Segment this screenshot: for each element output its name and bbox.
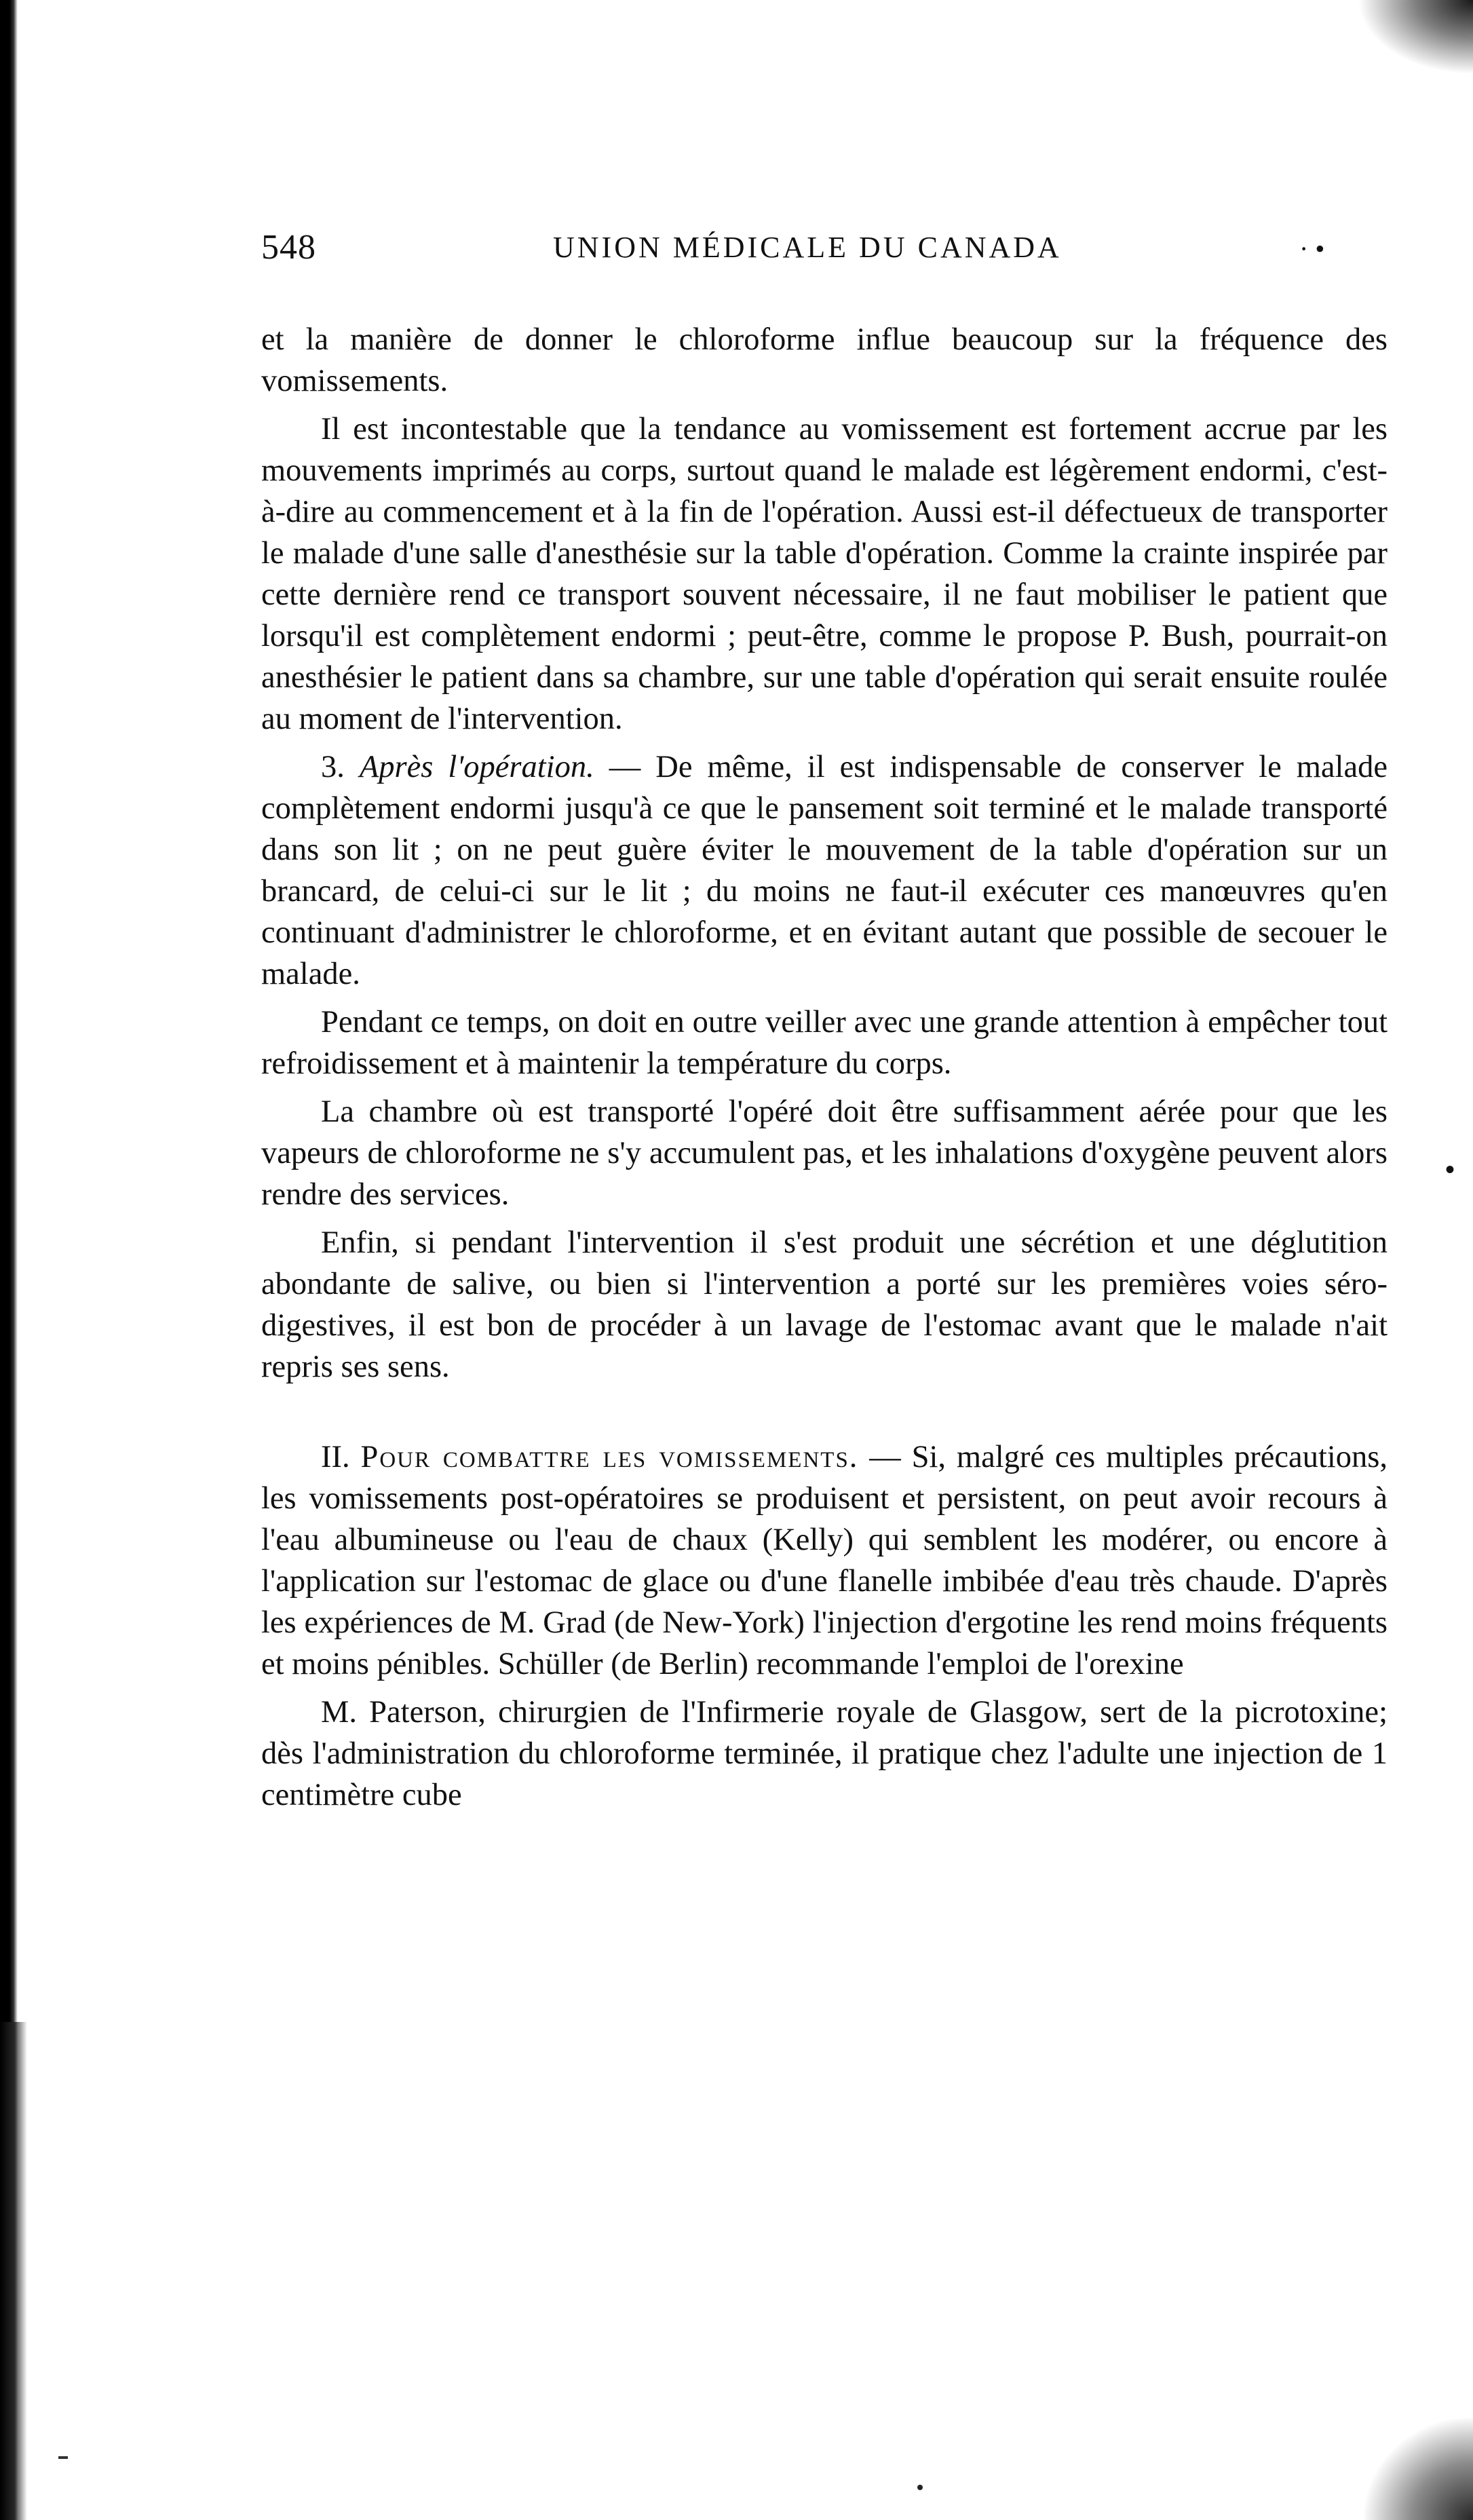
- page-header: [261, 227, 1408, 282]
- section-number: II.: [321, 1440, 350, 1474]
- paragraph-temperature: Pendant ce temps, on doit en outre veiller avec une grande attention à empêcher tout refroidissement et à maintenir la température du corps.: [261, 1005, 1388, 1081]
- paragraph-combat-vomiting: [261, 1436, 1388, 1685]
- scan-corner-smudge-bottom-right: [1364, 2418, 1473, 2520]
- header-stray-marks: · •: [1299, 233, 1325, 264]
- section-heading: Après l'opération.: [359, 750, 594, 784]
- scan-binding-edge-bottom: [0, 2022, 27, 2520]
- section-number: 3.: [321, 750, 345, 784]
- left-margin-tick: [58, 2456, 68, 2459]
- scan-corner-smudge-top-right: [1358, 0, 1473, 75]
- bottom-stray-dot: [917, 2485, 923, 2490]
- paragraph-stomach-lavage: Enfin, si pendant l'intervention il s'est produit une sécrétion et une déglutition abondante de salive, ou bien si l'intervention a porté sur les premières voies séro-digestives, il est bon de procéder à un lavage de l'estomac avant que le malade n'ait repris ses sens.: [261, 1225, 1388, 1384]
- page-number: 548: [261, 228, 316, 267]
- section-body: — De même, il est indispensable de conserver le malade complètement endormi jusqu'à ce que le pansement soit terminé et le malade transporté dans son lit ; on ne peut guère éviter le mouvement de la table d'opération sur un brancard, de celui-ci sur le lit ; du moins ne faut-il exécuter ces manœuvres qu'en continuant d'administrer le chloroforme, et en évitant autant que possible de secouer le malade.: [261, 750, 1388, 991]
- paragraph-paterson: M. Paterson, chirurgien de l'Infirmerie royale de Glasgow, sert de la picrotoxine; dès l'administration du chloroforme terminée, il pratique chez l'adulte une injection de 1 centimètre cube: [261, 1695, 1388, 1812]
- section-body: — Si, malgré ces multiples précautions, les vomissements post-opératoires se produisent et persistent, on peut avoir recours à l'eau albumineuse ou l'eau de chaux (Kelly) qui semblent les modérer, ou encore à l'application sur l'estomac de glace ou d'une flanelle imbibée d'eau très chaude. D'après les expériences de M. Grad (de New-York) l'injection d'ergotine les rend moins fréquents et moins pénibles. Schüller (de Berlin) recommande l'emploi de l'orexine: [261, 1440, 1388, 1681]
- paragraph-room-ventilation: La chambre où est transporté l'opéré doit être suffisamment aérée pour que les vapeurs de chloroforme ne s'y accumulent pas, et les inhalations d'oxygène peuvent alors rendre des services.: [261, 1094, 1388, 1212]
- paragraph-movement: Il est incontestable que la tendance au vomissement est fortement accrue par les mouvements imprimés au corps, surtout quand le malade est légèrement endormi, c'est-à-dire au commencement et à la fin de l'opération. Aussi est-il défectueux de transporter le malade d'une salle d'anesthésie sur la table d'opération. Comme la crainte inspirée par cette dernière rend ce transport souvent nécessaire, il ne faut mobiliser le patient que lorsqu'il est complètement endormi ; peut-être, comme le propose P. Bush, pourrait-on anesthésier le patient dans sa chambre, sur une table d'opération qui serait ensuite roulée au moment de l'intervention.: [261, 412, 1388, 736]
- body-text: [261, 319, 1388, 1816]
- running-title: UNION MÉDICALE DU CANADA: [553, 231, 1062, 264]
- paragraph-continuation: et la manière de donner le chloroforme influe beaucoup sur la fréquence des vomissements.: [261, 322, 1388, 398]
- paragraph-after-operation: [261, 746, 1388, 995]
- section-heading: Pour combattre les vomissements.: [360, 1440, 859, 1474]
- margin-mark: •: [1445, 1154, 1455, 1185]
